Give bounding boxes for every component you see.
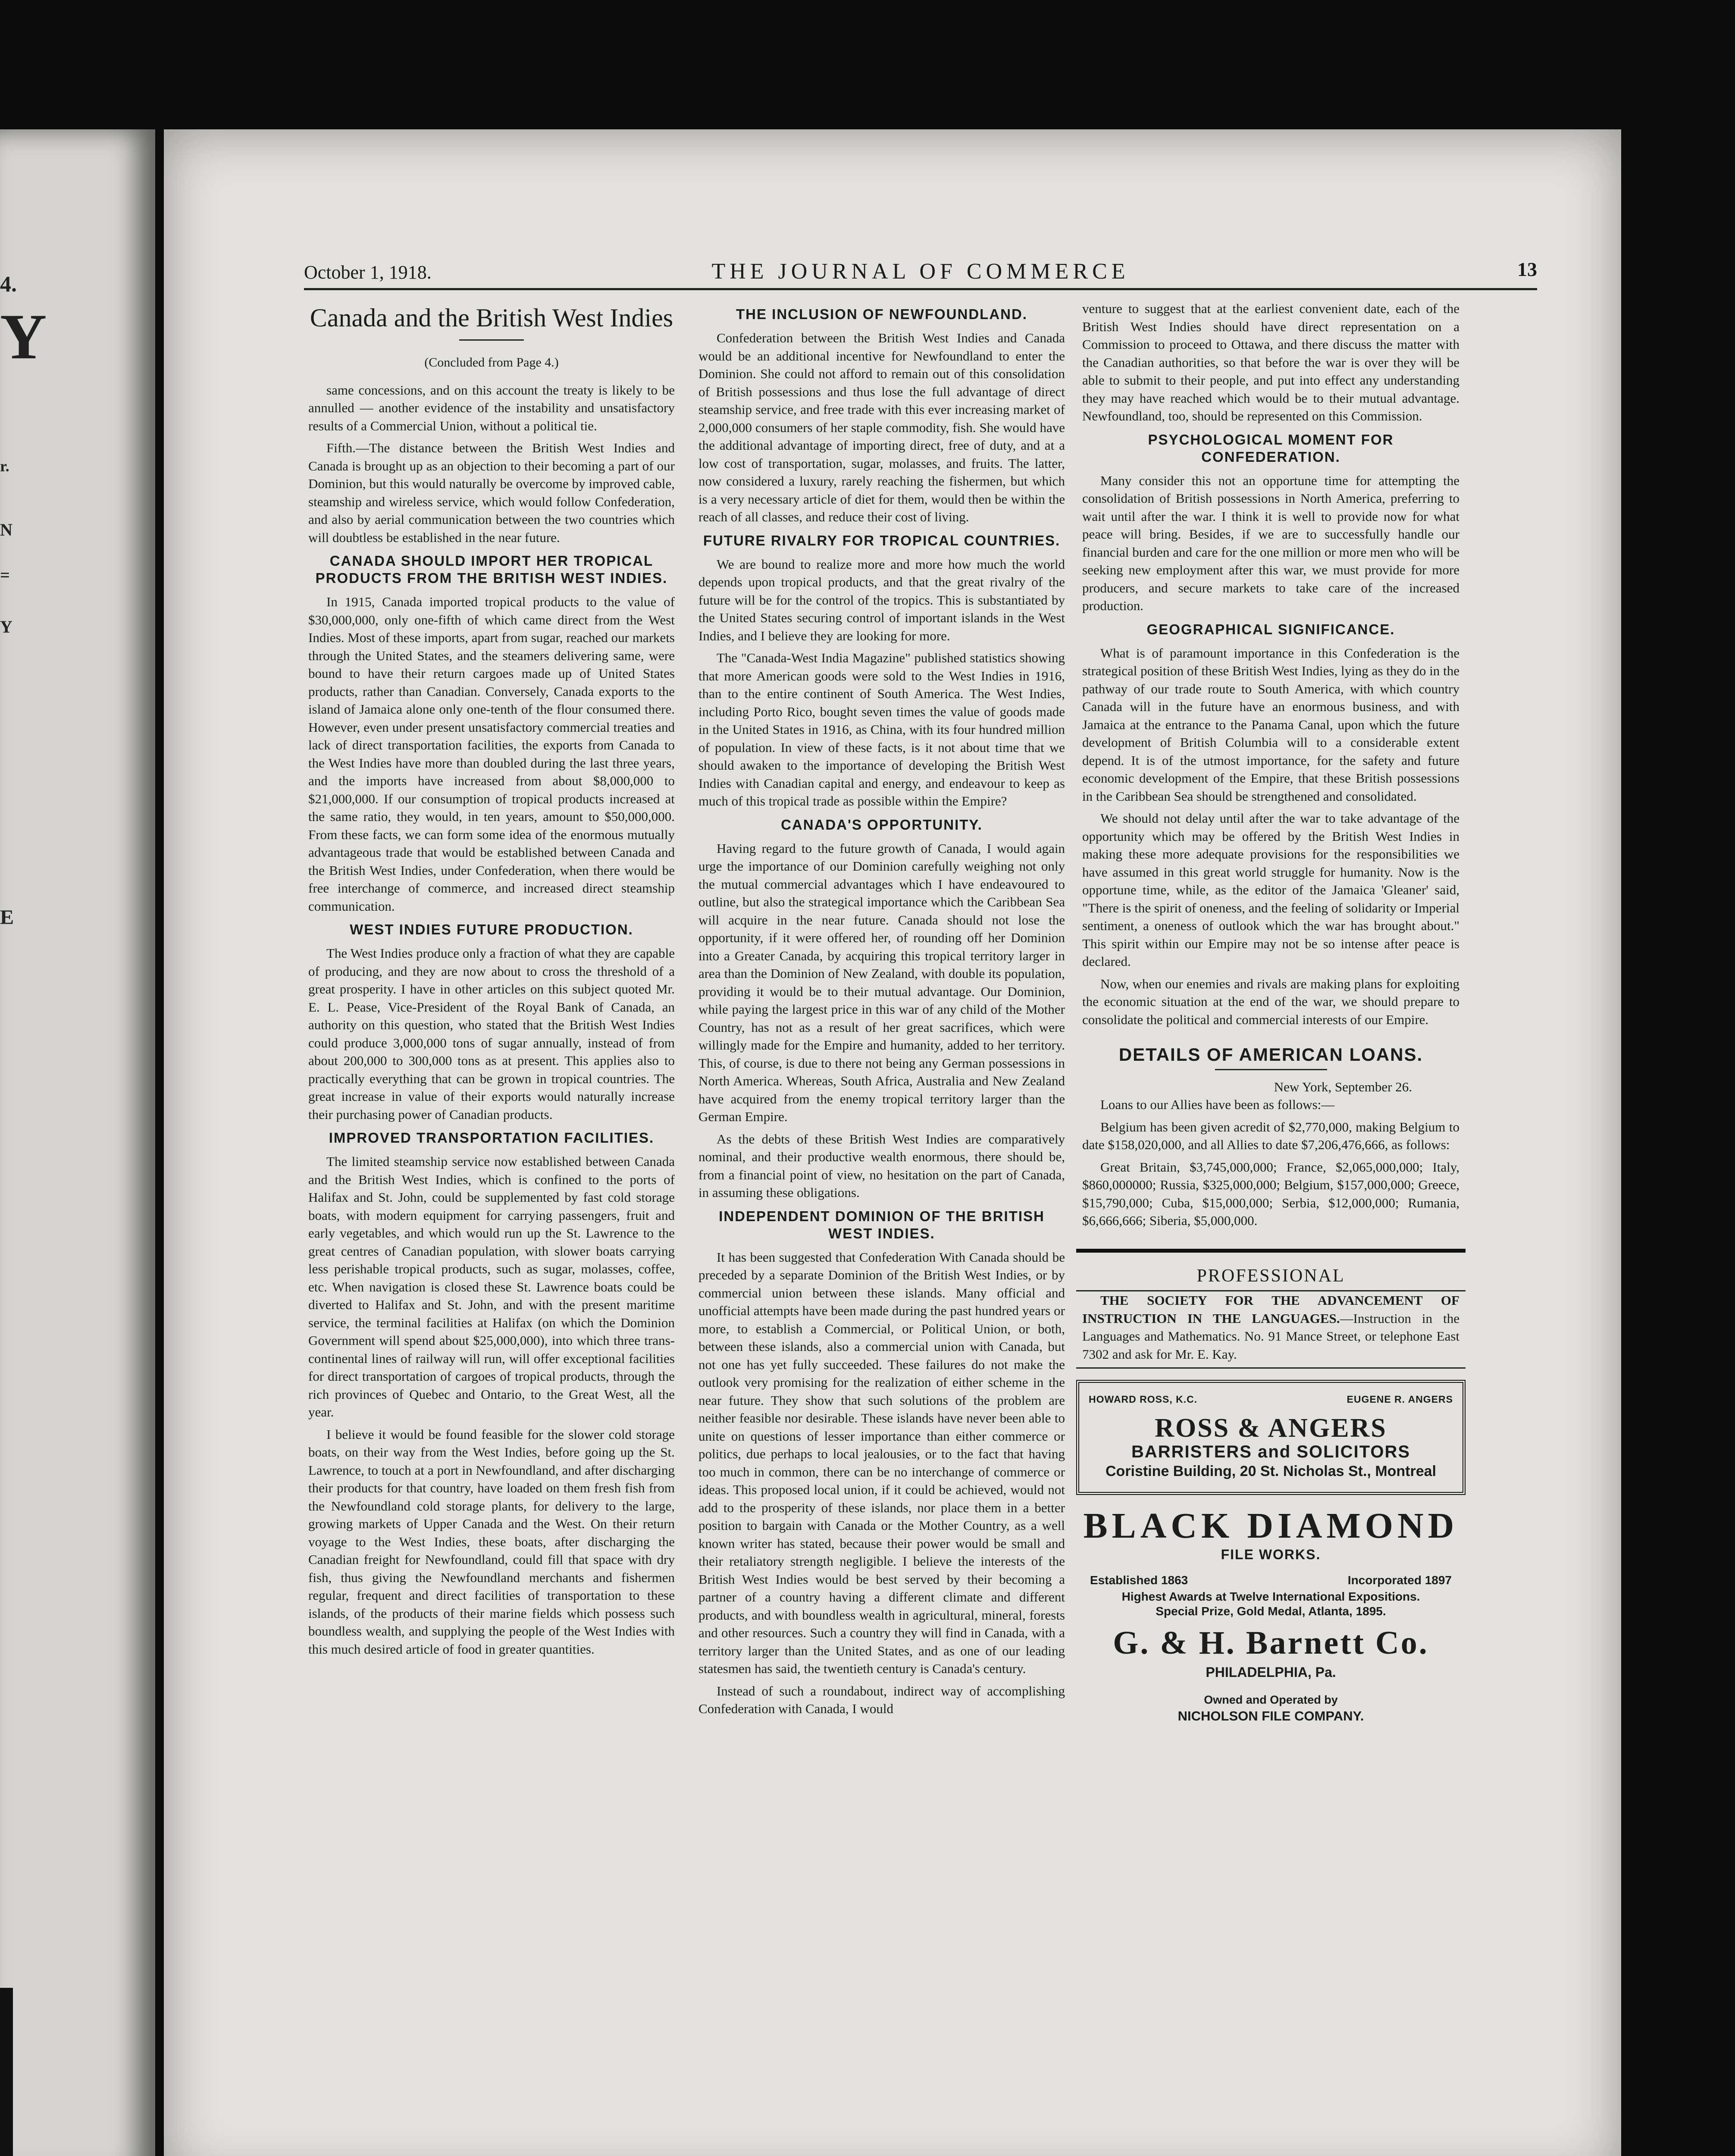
prev-page-fragment: Y — [0, 301, 47, 373]
brand-name: BLACK DIAMOND — [1083, 1505, 1459, 1546]
section-heading: PSYCHOLOGICAL MOMENT FOR CONFEDERATION. — [1148, 431, 1394, 465]
article-paragraph: We should not delay until after the war to take advantage of the opportunity which may be offered by the British West Indies in making these more adequate provisions for the responsibilities we have assumed in this great world struggle for humanity. Now is the opportune time, while, as the editor of the Jamaica 'Gleaner' said, "There is the spirit of oneness, and the feeling of solidarity or Imperial sentiment, a oneness of outlook which the war has brought about." This spirit within our Empire may not be so intense after peace is declared. — [1082, 811, 1459, 969]
page-number: 13 — [1517, 258, 1537, 280]
article-paragraph: In 1915, Canada imported tropical products to the value of $30,000,000, only one-fifth of which came direct from the West Indies. Most of these imports, apart from sugar, reached our markets through the United States, and the steamers delivering same, were bound to have their return cargoes made up of United States products, rather than Canadian. Conversely, Canada exports to the island of Jamaica alone only one-tenth of the flour consumed there. However, even under present unsatisfactory commercial treaties and lack of direct transportation facilities, the exports from Canada to the West Indies have more than doubled during the last three years, and the imports have increased from about $8,000,000 to $21,000,000. If our consumption of tropical products increased at the same ratio, they would, in ten years, amount to $50,000,000. From these facts, we can form some idea of the enormous mutually advantageous trade that would be established between Canada and the British West Indies, under Confederation, when there would be free interchange of commerce, and increased direct steamship communication. — [308, 594, 675, 914]
column-3-body — [1082, 300, 1459, 1028]
professional-heading: PROFESSIONAL — [1196, 1266, 1345, 1286]
ross-angers-ad — [1076, 1380, 1466, 1495]
loans-paragraph: Loans to our Allies have been as follows:— — [1100, 1097, 1335, 1112]
brand-sub: FILE WORKS. — [1221, 1546, 1321, 1562]
article-paragraph: same concessions, and on this account the treaty is likely to be annulled — another evidence of the instability and unsatisfactory results of a Commercial Union, without a political tie. — [308, 382, 675, 433]
section-heading: CANADA'S OPPORTUNITY. — [781, 816, 983, 833]
article-paragraph: Fifth.—The distance between the British West Indies and Canada is brought up as an objection to their becoming a part of our Dominion, but this would naturally be overcome by improved cable, steamship and wireless service, which would follow Confederation, and also by aerial communication between the two countries which will doubtless be established in the near future. — [308, 440, 675, 545]
loans-paragraph: Great Britain, $3,745,000,000; France, $2,065,000,000; Italy, $860,000000; Russia, $325,000,000; Belgium, $157,000,000; Greece, $15,790,000; Cuba, $15,000,000; Serbia, $12,000,000; Rumania, $6,666,666; Siberia, $5,000,000. — [1082, 1159, 1459, 1228]
company-name: G. & H. Barnett Co. — [1113, 1624, 1429, 1661]
society-listing — [1082, 1291, 1459, 1363]
article-paragraph: The "Canada-West India Magazine" published statistics showing that more American goods were sold to the West Indies in 1916, than to the entire continent of South America. The West Indies, including Porto Rico, bought seven times the value of goods made in the United States in 1916, as China, with its four hundred million of population. In view of these facts, is it not about time that we should awaken to the importance of developing the British West Indies with Canadian capital and energy, and endeavour to keep as much of this tropical trade as possible within the Empire? — [698, 650, 1065, 808]
firm-address: Coristine Building, 20 St. Nicholas St., Montreal — [1106, 1463, 1436, 1479]
society-name: THE SOCIETY FOR THE ADVANCEMENT OF INSTRUCTION IN THE LANGUAGES. — [1082, 1293, 1459, 1326]
article-paragraph: Instead of such a roundabout, indirect way of accomplishing Confederation with Canada, I would — [698, 1683, 1065, 1716]
partner-right: EUGENE R. ANGERS — [1347, 1394, 1453, 1405]
prev-page-fragment: Y — [0, 617, 13, 636]
owned-by-label: Owned and Operated by — [1204, 1693, 1338, 1706]
prev-page-fragment: E — [0, 906, 14, 929]
journal-title: THE JOURNAL OF COMMERCE — [711, 259, 1130, 284]
prev-page-fragment: 4. — [0, 272, 17, 297]
article-paragraph: venture to suggest that at the earliest convenient date, each of the British West Indies should have direct representation on a Commission to proceed to Ottawa, and there discuss the matter with the Canadian authorities, so that before the war is over they will be able to submit to their people, and put into effect any understanding they may have reached which would be to their mutual advantage. Newfoundland, too, should be represented on this Commission. — [1082, 301, 1459, 423]
article-paragraph: I believe it would be found feasible for the slower cold storage boats, on their way from the West Indies, before going up the St. Lawrence, to touch at a port in Newfoundland, and after discharging their products for that country, have loaded on them fresh fish from the Newfoundland cold storage plants, for delivery to the large, growing markets of Upper Canada and the West. On their return voyage to the West Indies, these boats, after discharging the Canadian freight for Newfoundland, could fill that space with dry fish, thus giving the Newfoundland merchants and fishermen regular, frequent and direct facilities of transportation to these islands, of the products of their marine fields which possess such boundless wealth, and supplying the people of the West Indies with this much desired article of food in greater quantities. — [308, 1426, 675, 1657]
article-paragraph: The limited steamship service now established between Canada and the British West Indies, which is confined to the ports of Halifax and St. John, could be supplemented by fast cold storage boats, with modern equipment for carrying passengers, fruit and early vegetables, and which would run up the St. Lawrence to the great centres of Canadian population, with slower boats carrying less perishable tropical products, such as sugar, molasses, coffee, etc. When navigation is closed these St. Lawrence boats could be diverted to Halifax and St. John, and with the present maritime service, the terminal facilities at Halifax (on which the Dominion Government will spend about $25,000,000), into which three trans-continental lines of railway will run, will offer exceptional facilities for direct transportation of cargoes of tropical products, through the rich provinces of Quebec and Ontario, to the Great West, all the year. — [308, 1154, 675, 1420]
section-heading: INDEPENDENT DOMINION OF THE BRITISH WEST INDIES. — [719, 1208, 1045, 1241]
title-rule — [459, 339, 524, 341]
article-paragraph: Now, when our enemies and rivals are making plans for exploiting the economic situation at the end of the war, we should prepare to consolidate the political and commercial interests of our Empire. — [1082, 976, 1459, 1027]
page-header — [304, 258, 1537, 290]
article-paragraph: It has been suggested that Confederation With Canada should be preceded by a separate Dominion of the British West Indies, or by commercial union between these islands. Many official and unofficial attempts have been made during the past hundred years or more, to establish a Commercial, or Political Union, or both, between these islands, also a commercial union with Canada, but not one has yet fully succeeded. These failures do not make the outlook very promising for the realization of either scheme in the near future. They show that such solutions of the problem are neither feasible nor desirable. These islands have never been able to unite on questions of lesser importance than either commerce or politics, due perhaps to local jealousies, or to the fact that having too much in common, there can be no interchange of commerce or ideas. This proposed local union, if it could be achieved, would not add to the prosperity of these islands, nor place them in a better position to bargain with Canada or the Mother Country, as a well known writer has stated, because their power would be small and their retaliatory strength negligible. I believe the interests of the British West Indies would be best served by their becoming a partner of a country having a different climate and different products, and with boundless wealth in agricultural, mineral, forests and other resources. Such a country they will find in Canada, with a territory larger than the United States, and as one of our leading statesmen has said, the twentieth century is Canada's century. — [698, 1249, 1065, 1676]
article-paragraph: As the debts of these British West Indies are comparatively nominal, and their productive wealth enormous, there should be, from a financial point of view, no hesitation on the part of Canada, in assuming these obligations. — [698, 1131, 1065, 1200]
professional-rule — [1076, 1367, 1466, 1369]
article-paragraph: Having regard to the future growth of Canada, I would again urge the importance of our Dominion carefully weighing not only the mutual commercial advantages which I have endeavoured to outline, but also the strategical importance which the Caribbean Sea will acquire in the near future. Canada should not lose the opportunity, if it were offered her, of rounding off her Dominion into a Greater Canada, by acquiring this tropical territory larger in area than the Dominion of New Zealand, with double its population, providing it would be to their mutual advantage. Our Dominion, while paying the largest price in this war of any child of the Mother Country, has not as a result of her great sacrifices, which were willingly made for the Empire and humanity, added to her territory. This, of course, is due to there not being any German possessions in North America. Whereas, South Africa, Australia and New Zealand have acquired from the enemy tropical territory larger than the German Empire. — [698, 840, 1065, 1124]
company-city: PHILADELPHIA, Pa. — [1206, 1664, 1336, 1680]
loans-paragraph: Belgium has been given acredit of $2,770,000, making Belgium to date $158,020,000, and all Allies to date $7,206,476,666, as follows: — [1082, 1119, 1459, 1152]
article-paragraph: The West Indies produce only a fraction of what they are capable of producing, and they are now about to cross the threshold of a great prosperity. I have in other articles on this subject quoted Mr. E. L. Pease, Vice-President of the Royal Bank of Canada, an authority on this question, who stated that the British West Indies could produce 3,000,000 tons of sugar annually, instead of from about 200,000 to 300,000 tons as at present. This applies also to practically everything that can be grown in tropical countries. The great increase in value of their exports would naturally increase their purchasing power of Canadian products. — [308, 946, 675, 1122]
awards-line: Special Prize, Gold Medal, Atlanta, 1895. — [1156, 1604, 1386, 1618]
column-2 — [698, 300, 1065, 1722]
column-1-body — [308, 381, 675, 1658]
issue-date: October 1, 1918. — [304, 262, 432, 283]
prev-page-dark-strip — [0, 1988, 13, 2156]
section-heading: GEOGRAPHICAL SIGNIFICANCE. — [1146, 621, 1395, 637]
awards-line: Highest Awards at Twelve International Expositions. — [1121, 1589, 1420, 1603]
column-1 — [308, 300, 675, 1662]
society-details: —Instruction in the Languages and Mathematics. No. 91 Mance Street, or telephone East 7302 and ask for Mr. E. Kay. — [1082, 1310, 1460, 1362]
section-heading: THE INCLUSION OF NEWFOUNDLAND. — [736, 306, 1027, 322]
article-paragraph: Confederation between the British West Indies and Canada would be an additional incentive for Newfoundland to enter the Dominion. She could not afford to remain out of this consolidation of British possessions and thus lose the full advantage of direct steamship service, and free trade with this ever increasing market of 2,000,000 consumers of her staple commodity, fish. She would have the additional advantage of importing direct, free of duty, and at a low cost of transportation, sugar, molasses, and fruits. The latter, now considered a luxury, rarely reaching the fishermen, but which is a very necessary article of diet for them, would then be within the reach of all classes, and reduce their cost of living. — [698, 330, 1065, 524]
section-heading: IMPROVED TRANSPORTATION FACILITIES. — [329, 1130, 655, 1146]
section-heading: WEST INDIES FUTURE PRODUCTION. — [350, 921, 633, 937]
section-heading: CANADA SHOULD IMPORT HER TROPICAL PRODUCTS FROM THE BRITISH WEST INDIES. — [315, 553, 668, 586]
column-3 — [1082, 300, 1459, 1725]
section-divider — [1076, 1249, 1466, 1253]
section-heading: FUTURE RIVALRY FOR TROPICAL COUNTRIES. — [703, 532, 1061, 548]
previous-page-edge — [0, 129, 155, 2156]
loans-headline: DETAILS OF AMERICAN LOANS. — [1118, 1044, 1423, 1065]
established: Established 1863 — [1090, 1573, 1188, 1587]
prev-page-fragment: r. — [0, 458, 9, 475]
partner-left: HOWARD ROSS, K.C. — [1089, 1394, 1198, 1405]
prev-page-fragment: = — [0, 565, 10, 585]
firm-role: BARRISTERS and SOLICITORS — [1131, 1442, 1411, 1461]
column-2-body — [698, 306, 1065, 1718]
article-paragraph: We are bound to realize more and more how much the world depends upon tropical products, and that the great rivalry of the future will be for the control of the tropics. This is substantiated by the United States securing control of important islands in the West Indies, and I believe they are looking for more. — [698, 556, 1065, 643]
incorporated: Incorporated 1897 — [1347, 1573, 1452, 1587]
black-diamond-ad — [1082, 1506, 1459, 1725]
article-paragraph: What is of paramount importance in this Confederation is the strategical position of these British West Indies, lying as they do in the pathway of our trade route to South America, with which country Canada will in the future have an enormous business, and with Jamaica at the entrance to the Panama Canal, upon which the future development of British Columbia will to a considerable extent depend. It is of the utmost importance, for the safety and future economic development of the Empire, that these British possessions in the Caribbean Sea should be strengthened and consolidated. — [1082, 645, 1459, 804]
article-paragraph: Many consider this not an opportune time for attempting the consolidation of British possessions in North America, preferring to wait until after the war. I think it is well to provide now for what peace will bring. Besides, if we are to successfully handle our financial burden and care for the one million or more men who will be seeking new employment after this war, we must provide for more producers, and secure markets to take care of the increased production. — [1082, 473, 1459, 613]
loans-dateline: New York, September 26. — [1274, 1079, 1412, 1094]
loans-rule — [1215, 1069, 1327, 1070]
article-title: Canada and the British West Indies — [310, 304, 673, 332]
article-continuation-note: (Concluded from Page 4.) — [424, 355, 559, 370]
owner-name: NICHOLSON FILE COMPANY. — [1178, 1708, 1364, 1724]
newspaper-page — [164, 129, 1621, 2156]
firm-name: ROSS & ANGERS — [1155, 1413, 1387, 1443]
prev-page-fragment: N — [0, 520, 13, 539]
